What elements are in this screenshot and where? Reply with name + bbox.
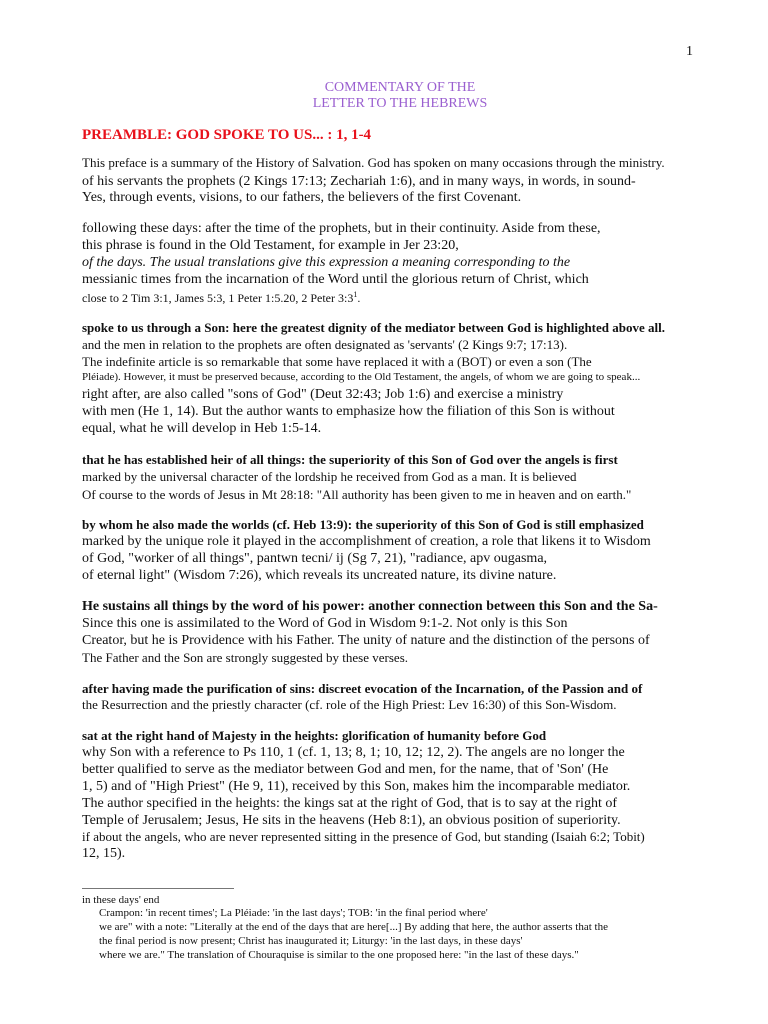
paragraph-lead: sat at the right hand of Majesty in the heights: glorification of humanity before God	[82, 728, 547, 743]
text-line: marked by the universal character of the lordship he received from God as a man. It is believed	[82, 469, 577, 484]
text-line: The Father and the Son are strongly suggested by these verses.	[82, 650, 409, 665]
page-number: 1	[686, 44, 693, 59]
footnote-line: we are" with a note: "Literally at the end of the days that are here[...] By adding that here, the author asserts that the	[99, 921, 608, 933]
text-line: the Resurrection and the priestly character (cf. role of the High Priest: Lev 16:30) of this Son-Wisdom.	[82, 697, 617, 712]
text-line: of his servants the prophets (2 Kings 17:13; Zechariah 1:6), and in many ways, in words, in sound-	[82, 174, 636, 189]
text-line: why Son with a reference to Ps 110, 1 (cf. 1, 13; 8, 1; 10, 12; 12, 2). The angels are no longer the	[82, 745, 625, 760]
text-line: following these days: after the time of the prophets, but in their continuity. Aside from these,	[82, 221, 601, 236]
text-line: messianic times from the incarnation of the Word until the glorious return of Christ, which	[82, 272, 589, 287]
text-line: of God, "worker of all things", pantwn tecni/ ij (Sg 7, 21), "radiance, apv ougasma,	[82, 551, 548, 566]
footnote-line: the final period is now present; Christ has inaugurated it; Liturgy: 'in the last days, in these days'	[99, 935, 523, 947]
text-line: equal, what he will develop in Heb 1:5-14.	[82, 421, 322, 436]
paragraph-lead: after having made the purification of sins: discreet evocation of the Incarnation, of the Passion and of	[82, 681, 643, 696]
footnote-ref: 1	[353, 290, 358, 299]
footnote-line: where we are." The translation of Chouraquise is similar to the one proposed here: "in the last of these days."	[99, 949, 579, 961]
section-heading: PREAMBLE: GOD SPOKE TO US... : 1, 1-4	[82, 127, 372, 143]
text-line: better qualified to serve as the mediator between God and men, for the name, that of 'Son' (He	[82, 762, 609, 777]
text-line: marked by the unique role it played in the accomplishment of creation, a role that likens it to Wisdom	[82, 534, 651, 549]
footnote-line: Crampon: 'in recent times'; La Pléiade: 'in the last days'; TOB: 'in the final period where'	[99, 907, 488, 919]
text-line: this phrase is found in the Old Testament, for example in Jer 23:20,	[82, 238, 459, 253]
text-line: Of course to the words of Jesus in Mt 28:18: "All authority has been given to me in heaven and on earth."	[82, 487, 632, 502]
text-line: and the men in relation to the prophets are often designated as 'servants' (2 Kings 9:7; 17:13).	[82, 337, 568, 352]
text-span: .	[357, 291, 361, 305]
text-line: of eternal light" (Wisdom 7:26), which reveals its uncreated nature, its divine nature.	[82, 568, 557, 583]
text-line: 12, 15).	[82, 846, 126, 861]
footnote-divider	[82, 888, 234, 889]
text-line: Temple of Jerusalem; Jesus, He sits in the heavens (Heb 8:1), an obvious position of superiority.	[82, 813, 621, 828]
text-line: with men (He 1, 14). But the author wants to emphasize how the filiation of this Son is without	[82, 404, 615, 419]
paragraph-lead: He sustains all things by the word of his power: another connection between this Son and the Sa-	[82, 599, 658, 614]
text-line: Creator, but he is Providence with his Father. The unity of nature and the distinction of the persons of	[82, 633, 650, 648]
text-line: The indefinite article is so remarkable that some have replaced it with a (BOT) or even a son (The	[82, 354, 592, 369]
title-line-1: COMMENTARY OF THE	[324, 80, 476, 95]
paragraph-lead: by whom he also made the worlds (cf. Heb 13:9): the superiority of this Son of God is still emphasized	[82, 517, 644, 532]
text-span: close to 2 Tim 3:1, James 5:3, 1 Peter 1:5.20, 2 Peter 3:3	[82, 291, 354, 305]
paragraph-lead: spoke to us through a Son: here the greatest dignity of the mediator between God is highlighted above all.	[82, 320, 665, 335]
text-line: This preface is a summary of the History of Salvation. God has spoken on many occasions through the ministry.	[82, 155, 665, 170]
text-line	[82, 292, 360, 304]
text-line: Yes, through events, visions, to our fathers, the believers of the first Covenant.	[82, 190, 522, 205]
text-line: Since this one is assimilated to the Word of God in Wisdom 9:1-2. Not only is this Son	[82, 616, 568, 631]
text-line: The author specified in the heights: the kings sat at the right of God, that is to say at the right of	[82, 796, 617, 811]
text-line: right after, are also called "sons of God" (Deut 32:43; Job 1:6) and exercise a ministry	[82, 387, 564, 402]
title-line-2: LETTER TO THE HEBREWS	[312, 96, 488, 111]
text-line: Pléiade). However, it must be preserved because, according to the Old Testament, the angels, of whom we are going to speak...	[82, 371, 641, 383]
text-line: 1, 5) and of "High Priest" (He 9, 11), received by this Son, makes him the incomparable mediator.	[82, 779, 631, 794]
text-line: if about the angels, who are never represented sitting in the presence of God, but standing (Isaiah 6:2; Tobit)	[82, 829, 645, 844]
footnote-line: in these days' end	[82, 894, 160, 906]
text-line: of the days. The usual translations give this expression a meaning corresponding to the	[82, 255, 571, 270]
paragraph-lead: that he has established heir of all things: the superiority of this Son of God over the angels is first	[82, 452, 618, 467]
